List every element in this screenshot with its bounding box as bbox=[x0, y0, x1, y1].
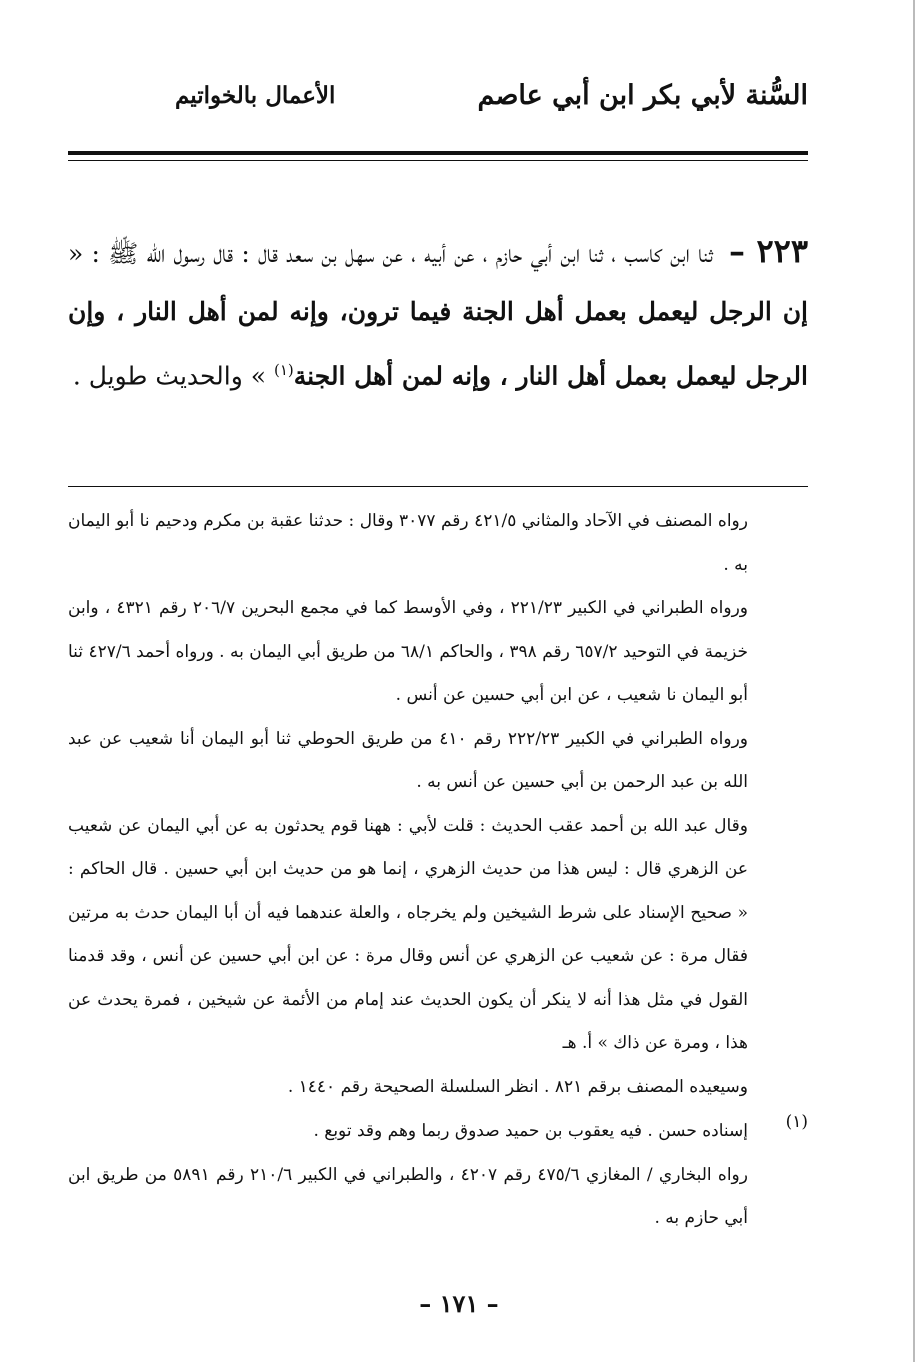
commentary-notes bbox=[68, 500, 748, 1109]
hadith-ending: » والحديث طويل . bbox=[72, 361, 274, 391]
note-paragraph: وقال عبد الله بن أحمد عقب الحديث : قلت لأبي : ههنا قوم يحدثون به عن أبي اليمان عن شعيب عن الزهري قال : ليس هذا من حديث الزهري ، إنما هو من حديث ابن أبي حسين . قال الحاكم : « صحيح الإسناد على شرط الشيخين ولم يخرجاه ، والعلة عندهما فيه أن أبا اليمان حدث به مرتين فقال مرة : عن شعيب عن الزهري عن أنس وقال مرة : عن ابن أبي حسين عن أنس ، وقد قدمنا القول في مثل هذا أنه لا ينكر أن يكون الحديث عند إمام من الأئمة عن شيخين ، فمرة يحدث عن هذا ، ومرة عن ذاك » أ. هـ bbox=[68, 815, 748, 1053]
page-edge bbox=[913, 0, 915, 1362]
footnote-block bbox=[68, 1110, 748, 1241]
book-title: السُّنة لأبي بكر ابن أبي عاصم bbox=[477, 80, 808, 111]
hadith-text: إن الرجل ليعمل بعمل أهل الجنة فيما ترون، وإنه لمن أهل النار ، وإن الرجل ليعمل بعمل أهل النار ، وإنه لمن أهل الجنة bbox=[68, 297, 808, 391]
notes-divider bbox=[68, 486, 808, 487]
footnote-paragraph: إسناده حسن . فيه يعقوب بن حميد صدوق ربما وهم وقد توبع . bbox=[313, 1121, 748, 1141]
note-paragraph: وسيعيده المصنف برقم ٨٢١ . انظر السلسلة الصحيحة رقم ١٤٤٠ . bbox=[287, 1076, 748, 1097]
note-paragraph: رواه المصنف في الآحاد والمثاني ٤٢١/٥ رقم ٣٠٧٧ وقال : حدثنا عقبة بن مكرم ودحيم نا أبو اليمان به . bbox=[68, 511, 748, 575]
page-number: – ١٧١ – bbox=[419, 1289, 499, 1318]
hadith-number: ٢٢٣ – bbox=[729, 232, 809, 270]
footnote-ref: (١) bbox=[274, 361, 294, 379]
header-rule-thin bbox=[68, 160, 808, 161]
footnote-paragraph: رواه البخاري / المغازي ٤٧٥/٦ رقم ٤٢٠٧ ، والطبراني في الكبير ٢١٠/٦ رقم ٥٨٩١ من طريق ابن أبي حازم به . bbox=[68, 1164, 748, 1228]
chapter-title: الأعمال بالخواتيم bbox=[175, 82, 336, 109]
note-paragraph: ورواه الطبراني في الكبير ٢٢٢/٢٣ رقم ٤١٠ من طريق الحوطي ثنا أبو اليمان أنا شعيب عن عبد الله بن عبد الرحمن بن أبي حسين عن أنس به . bbox=[68, 728, 748, 792]
footnote-marker: (١) bbox=[785, 1112, 808, 1132]
hadith-paragraph bbox=[68, 222, 808, 405]
running-header bbox=[60, 80, 808, 120]
hadith-block bbox=[68, 222, 808, 405]
note-paragraph: ورواه الطبراني في الكبير ٢٢١/٢٣ ، وفي الأوسط كما في مجمع البحرين ٢٠٦/٧ رقم ٤٣٢١ ، وابن خزيمة في التوحيد ٦٥٧/٢ رقم ٣٩٨ ، والحاكم ٦٨/١ من طريق أبي اليمان به . ورواه أحمد ٤٢٧/٦ ثنا أبو اليمان نا شعيب ، عن ابن أبي حسين عن أنس . bbox=[68, 598, 749, 705]
hadith-chain: ثنا ابن كاسب ، ثنا ابن أبي حازم ، عن أبيه ، عن سهل بن سعد قال : قال رسول الله ﷺ : « bbox=[68, 239, 713, 268]
header-rule-thick bbox=[68, 151, 808, 155]
